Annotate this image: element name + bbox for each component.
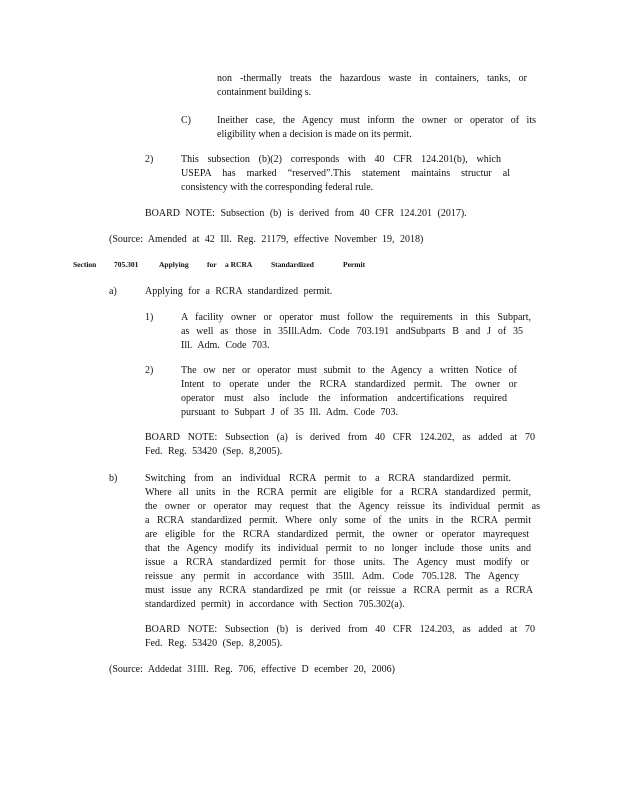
list-item	[181, 311, 531, 353]
list-item	[181, 153, 510, 195]
list-marker: C)	[181, 115, 191, 126]
text-line: The ow ner or operator must submit to the Agency a written Notice of	[181, 365, 517, 376]
source-note: (Source: Amended at 42 Ill. Reg. 21179, effective November 19, 2018)	[109, 234, 424, 245]
list-marker: 2)	[145, 365, 154, 376]
section-number: 705.301	[114, 260, 139, 269]
text-line: BOARD NOTE: Subsection (b) is derived from 40 CFR 124.203, as added at 70	[145, 624, 535, 635]
continuation-text	[217, 72, 527, 100]
section-title-word: Permit	[343, 260, 366, 269]
text-line: are eligible for the RCRA standardized permit, the owner or operator mayrequest	[145, 529, 529, 540]
list-marker: 1)	[145, 312, 154, 323]
board-note	[145, 623, 535, 651]
board-note	[145, 431, 535, 459]
section-label: Section	[73, 260, 97, 269]
section-title-word: for	[207, 260, 217, 269]
text-line: Ineither case, the Agency must inform the owner or operator of its	[217, 115, 536, 126]
text-line: A facility owner or operator must follow the requirements in this Subpart,	[181, 312, 531, 323]
text-line: operator must also include the information andcertifications required	[181, 393, 507, 404]
text-line: eligibility when a decision is made on its permit.	[217, 129, 412, 140]
text-line: as well as those in 35Ill.Adm. Code 703.191 andSubparts B and J of 35	[181, 326, 523, 337]
list-item	[145, 472, 540, 612]
text-line: Where all units in the RCRA permit are eligible for a RCRA standardized permit,	[145, 487, 531, 498]
text-line: Switching from an individual RCRA permit to a RCRA standardized permit.	[145, 473, 511, 484]
text-line: must issue any RCRA standardized pe rmit (or reissue a RCRA permit as a RCRA	[145, 585, 533, 596]
text-line: reissue any permit in accordance with 35Ill. Adm. Code 705.128. The Agency	[145, 571, 519, 582]
text-line: the owner or operator may request that the Agency reissue its individual permit as	[145, 501, 540, 512]
text-line: issue a RCRA standardized permit for those units. The Agency must modify or	[145, 557, 529, 568]
section-title-word: Standardized	[271, 260, 314, 269]
text-line: pursuant to Subpart J of 35 Ill. Adm. Code 703.	[181, 407, 398, 418]
list-marker: 2)	[145, 154, 154, 165]
text-line: USEPA has marked “reserved”.This statement maintains structur al	[181, 168, 510, 179]
section-title-word: a RCRA	[225, 260, 253, 269]
list-marker: b)	[109, 473, 118, 484]
text-line: This subsection (b)(2) corresponds with 40 CFR 124.201(b), which	[181, 154, 501, 165]
text-line: BOARD NOTE: Subsection (a) is derived from 40 CFR 124.202, as added at 70	[145, 432, 535, 443]
text-line: Fed. Reg. 53420 (Sep. 8,2005).	[145, 638, 283, 649]
section-heading	[73, 260, 373, 274]
list-marker: a)	[109, 286, 117, 297]
text-line: Ill. Adm. Code 703.	[181, 340, 270, 351]
text-line: that the Agency modify its individual permit to no longer include those units and	[145, 543, 531, 554]
text-line: non -thermally treats the hazardous waste in containers, tanks, or	[217, 73, 527, 84]
text-line: standardized permit) in accordance with Section 705.302(a).	[145, 599, 405, 610]
text-line: a RCRA standardized permit. Where only some of the units in the RCRA permit	[145, 515, 531, 526]
source-note: (Source: Addedat 31Ill. Reg. 706, effective D ecember 20, 2006)	[109, 664, 395, 675]
list-item	[181, 364, 517, 420]
text-line: containment building s.	[217, 87, 312, 98]
text-line: Intent to operate under the RCRA standardized permit. The owner or	[181, 379, 517, 390]
text-line: Fed. Reg. 53420 (Sep. 8,2005).	[145, 446, 283, 457]
text-line: consistency with the corresponding federal rule.	[181, 182, 374, 193]
list-item: Applying for a RCRA standardized permit.	[145, 286, 333, 297]
board-note: BOARD NOTE: Subsection (b) is derived from 40 CFR 124.201 (2017).	[145, 208, 467, 219]
list-item	[217, 114, 536, 142]
section-title-word: Applying	[159, 260, 189, 269]
